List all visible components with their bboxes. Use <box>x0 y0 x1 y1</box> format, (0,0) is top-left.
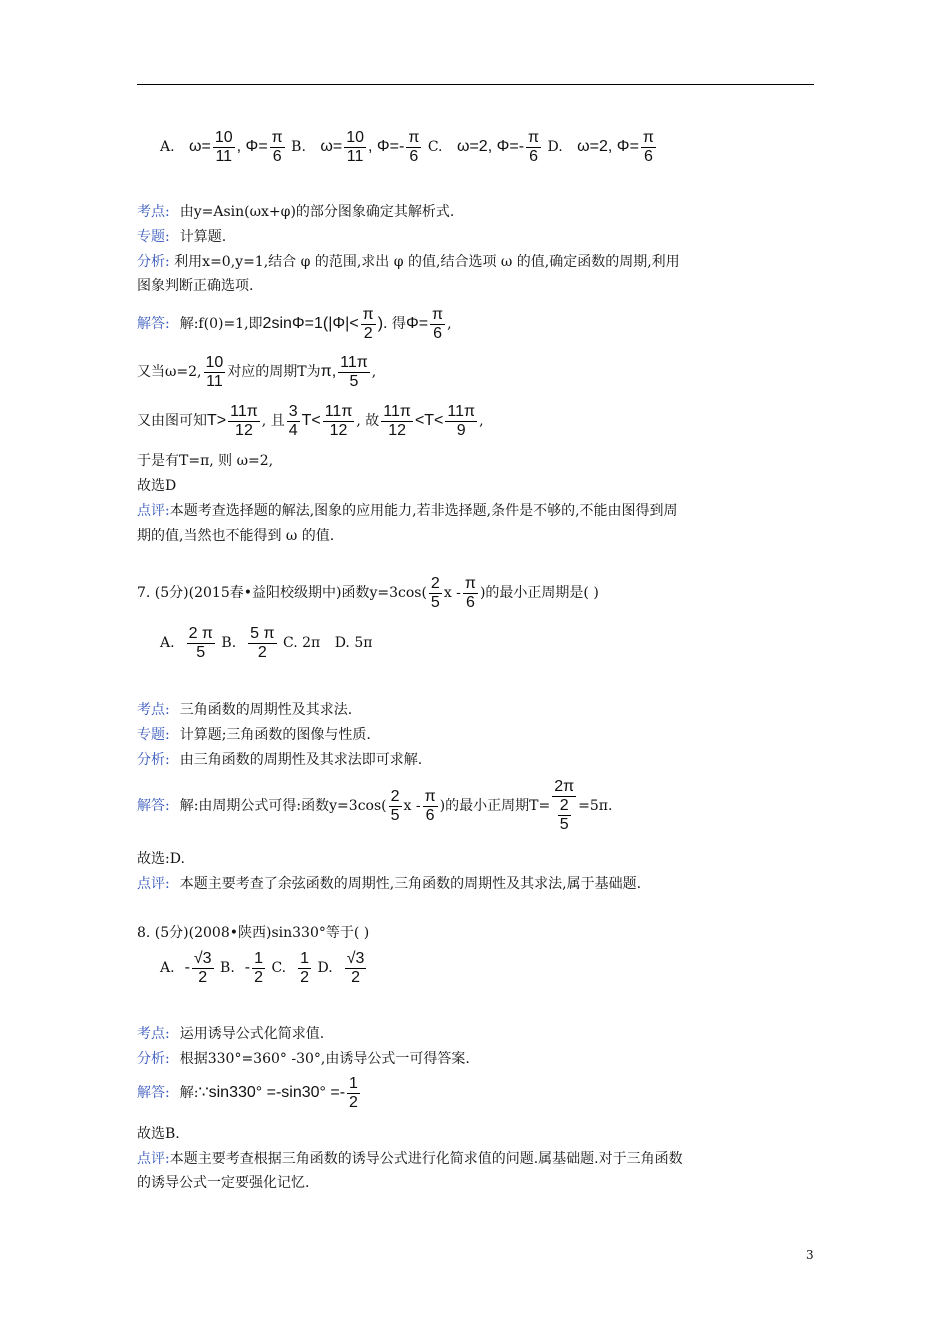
q6-jieda-1: 解答: 解:f(0)=1,即2sinΦ=1(|Φ|< $\frac{\pi}{2}$ ). 得Φ= $\frac{\pi}{6}$ , <box>137 305 452 342</box>
q6-zhuanti: 专题: 计算题. <box>137 229 227 245</box>
q7-options: A. $\frac{2 \pi}{5}$ B. $\frac{5 \pi}{2}$ C. 2π D. 5π <box>160 624 373 661</box>
q7-stem: 7. (5分)(2015春•益阳校级期中)函数y=3cos( $\frac{2}{5}$ x - $\frac{\pi}{6}$ )的最小正周期是( ) <box>137 574 599 611</box>
q8-fenxi: 分析: 根据330°=360° -30°,由诱导公式一可得答案. <box>137 1051 470 1067</box>
q7-zhuanti: 专题: 计算题;三角函数的图像与性质. <box>137 727 371 743</box>
header-rule <box>137 84 814 85</box>
page-number: 3 <box>806 1248 814 1262</box>
q6-jieda-5: 故选D <box>137 478 177 494</box>
q8-jieda: 解答: 解:∵sin330° =-sin30° =- $\frac{1}{2}$ <box>137 1074 358 1111</box>
q8-stem: 8. (5分)(2008•陕西)sin330°等于( ) <box>137 925 370 941</box>
q6-dianping: 点评:本题考查选择题的解法,图象的应用能力,若非选择题,条件是不够的,不能由图得到周 <box>137 503 678 519</box>
q6-dianping-2: 期的值,当然也不能得到 ω 的值. <box>137 528 335 544</box>
q7-kaodian: 考点: 三角函数的周期性及其求法. <box>137 702 353 718</box>
q6-fenxi-2: 图象判断正确选项. <box>137 278 254 294</box>
q8-kaodian: 考点: 运用诱导公式化简求值. <box>137 1026 325 1042</box>
q7-dianping: 点评: 本题主要考查了余弦函数的周期性,三角函数的周期性及其求法,属于基础题. <box>137 876 642 892</box>
q6-jieda-4: 于是有T=π, 则 ω=2, <box>137 453 274 469</box>
q6-jieda-2: 又当ω=2, $\frac{10}{11}$ 对应的周期T为π, $\frac{11\pi}{5}$ , <box>137 353 377 390</box>
q6-fenxi: 分析: 利用x=0,y=1,结合 φ 的范围,求出 φ 的值,结合选项 ω 的值,确定函数的周期,利用 <box>137 254 680 270</box>
q8-dianping-2: 的诱导公式一定要强化记忆. <box>137 1175 310 1191</box>
q7-fenxi: 分析: 由三角函数的周期性及其求法即可求解. <box>137 752 423 768</box>
q8-options: A. - $\frac{√3}{2}$ B. - $\frac{1}{2}$ C. $\frac{1}{2}$ D. $\frac{√3}{2}$ <box>160 949 365 986</box>
q6-jieda-3: 又由图可知T> $\frac{11\pi}{12}$ , 且 $\frac{3}{4}$ T< $\frac{11\pi}{12}$ , 故 $\frac{11\pi}{12}$ <T< $\frac{11\pi}{9}$ , <box>137 402 484 439</box>
q8-dianping: 点评:本题主要考查根据三角函数的诱导公式进行化简求值的问题.属基础题.对于三角函数 <box>137 1151 683 1167</box>
q6-kaodian: 考点: 由y=Asin(ωx+φ)的部分图象确定其解析式. <box>137 204 455 220</box>
q8-jieda-2: 故选B. <box>137 1126 180 1142</box>
q7-jieda: 解答: 解:由周期公式可得:函数y=3cos( $\frac{2}{5}$ x - $\frac{\pi}{6}$ )的最小正周期T= $\frac{2\pi}{\frac{2}{5}}$ =5π. <box>137 778 613 833</box>
q6-options: A. ω= $\frac{10}{11}$ , Φ= $\frac{\pi}{6}$ B. ω= $\frac{10}{11}$ , Φ=- $\frac{\pi}{6}$ C. ω=2, Φ=- $\frac{\pi}{6}$ D. ω=2, Φ= $\frac{\pi}{6}$ <box>160 128 654 165</box>
q7-jieda-2: 故选:D. <box>137 851 185 867</box>
